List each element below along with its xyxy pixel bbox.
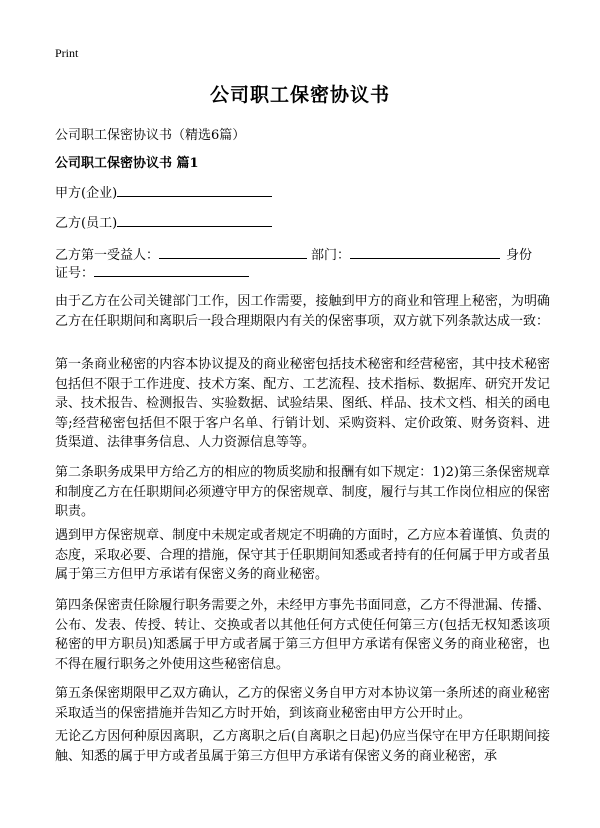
beneficiary-row [55,244,545,263]
party-b-label: 乙方(员工) [55,216,118,231]
page-title: 公司职工保密协议书 [209,84,390,106]
paragraph: 第四条保密责任除履行职务需要之外，未经甲方事先书面同意，乙方不得泄漏、传播、公布、发表、传授、转让、交换或者以其他任何方式使任何第三方(包括无权知悉该项秘密的甲方职员)知悉属于甲方或者属于第三方但甲方承诺有保密义务的商业秘密，也不得在履行职务之外使用这些秘密信息。 [55,598,550,672]
paragraph: 第一条商业秘密的内容本协议提及的商业秘密包括技术秘密和经营秘密，其中技术秘密包括但不限于工作进度、技术方案、配方、工艺流程、技术指标、数据库、研究开发记录、技术报告、检测报告、实验数据、试验结果、图纸、样品、技术文档、相关的函电等;经营秘密包括但不限于客户名单、行销计划、采购资料、定价政策、财务资料、进货渠道、法律事务信息、人力资源信息等等。 [55,357,550,450]
id-label-suffix: 证号： [55,266,95,281]
paragraph: 第二条职务成果甲方给乙方的相应的物质奖励和报酬有如下规定：1)2)第三条保密规章和制度乙方在任职期间必须遵守甲方的保密规章、制度，履行与其工作岗位相应的保密职责。 [55,465,550,519]
document-subtitle: 公司职工保密协议书（精选6篇） [55,128,246,143]
department-blank [350,244,500,259]
party-b-field [55,212,272,231]
paragraph: 第五条保密期限甲乙双方确认，乙方的保密义务自甲方对本协议第一条所述的商业秘密采取适当的保密措施并告知乙方时开始，到该商业秘密由甲方公开时止。 [55,686,550,721]
id-number-blank [94,262,249,277]
party-b-blank [117,212,272,227]
paragraph: 遇到甲方保密规章、制度中未规定或者规定不明确的方面时，乙方应本着谨慎、负责的态度，采取必要、合理的措施，保守其于任职期间知悉或者持有的任何属于甲方或者虽属于第三方但甲方承诺有保密义务的商业秘密。 [55,528,550,582]
party-a-blank [117,182,272,197]
paragraph: 无论乙方因何种原因离职，乙方离职之后(自离职之日起)仍应当保守在甲方任职期间接触、知悉的属于甲方或者虽属于第三方但甲方承诺有保密义务的商业秘密，承 [55,729,550,764]
id-number-row [55,262,249,281]
print-link[interactable]: Print [55,46,79,60]
department-label: 部门： [311,248,351,263]
id-label-prefix: 身份 [506,248,533,263]
paragraph: 由于乙方在公司关键部门工作，因工作需要，接触到甲方的商业和管理上秘密，为明确乙方在任职期间和离职后一段合理期限内有关的保密事项，双方就下列条款达成一致： [55,294,550,329]
beneficiary-blank [159,244,307,259]
section-heading: 公司职工保密协议书 篇1 [55,156,199,171]
party-a-label: 甲方(企业) [55,186,118,201]
party-a-field [55,182,272,201]
beneficiary-label: 乙方第一受益人： [55,248,160,263]
